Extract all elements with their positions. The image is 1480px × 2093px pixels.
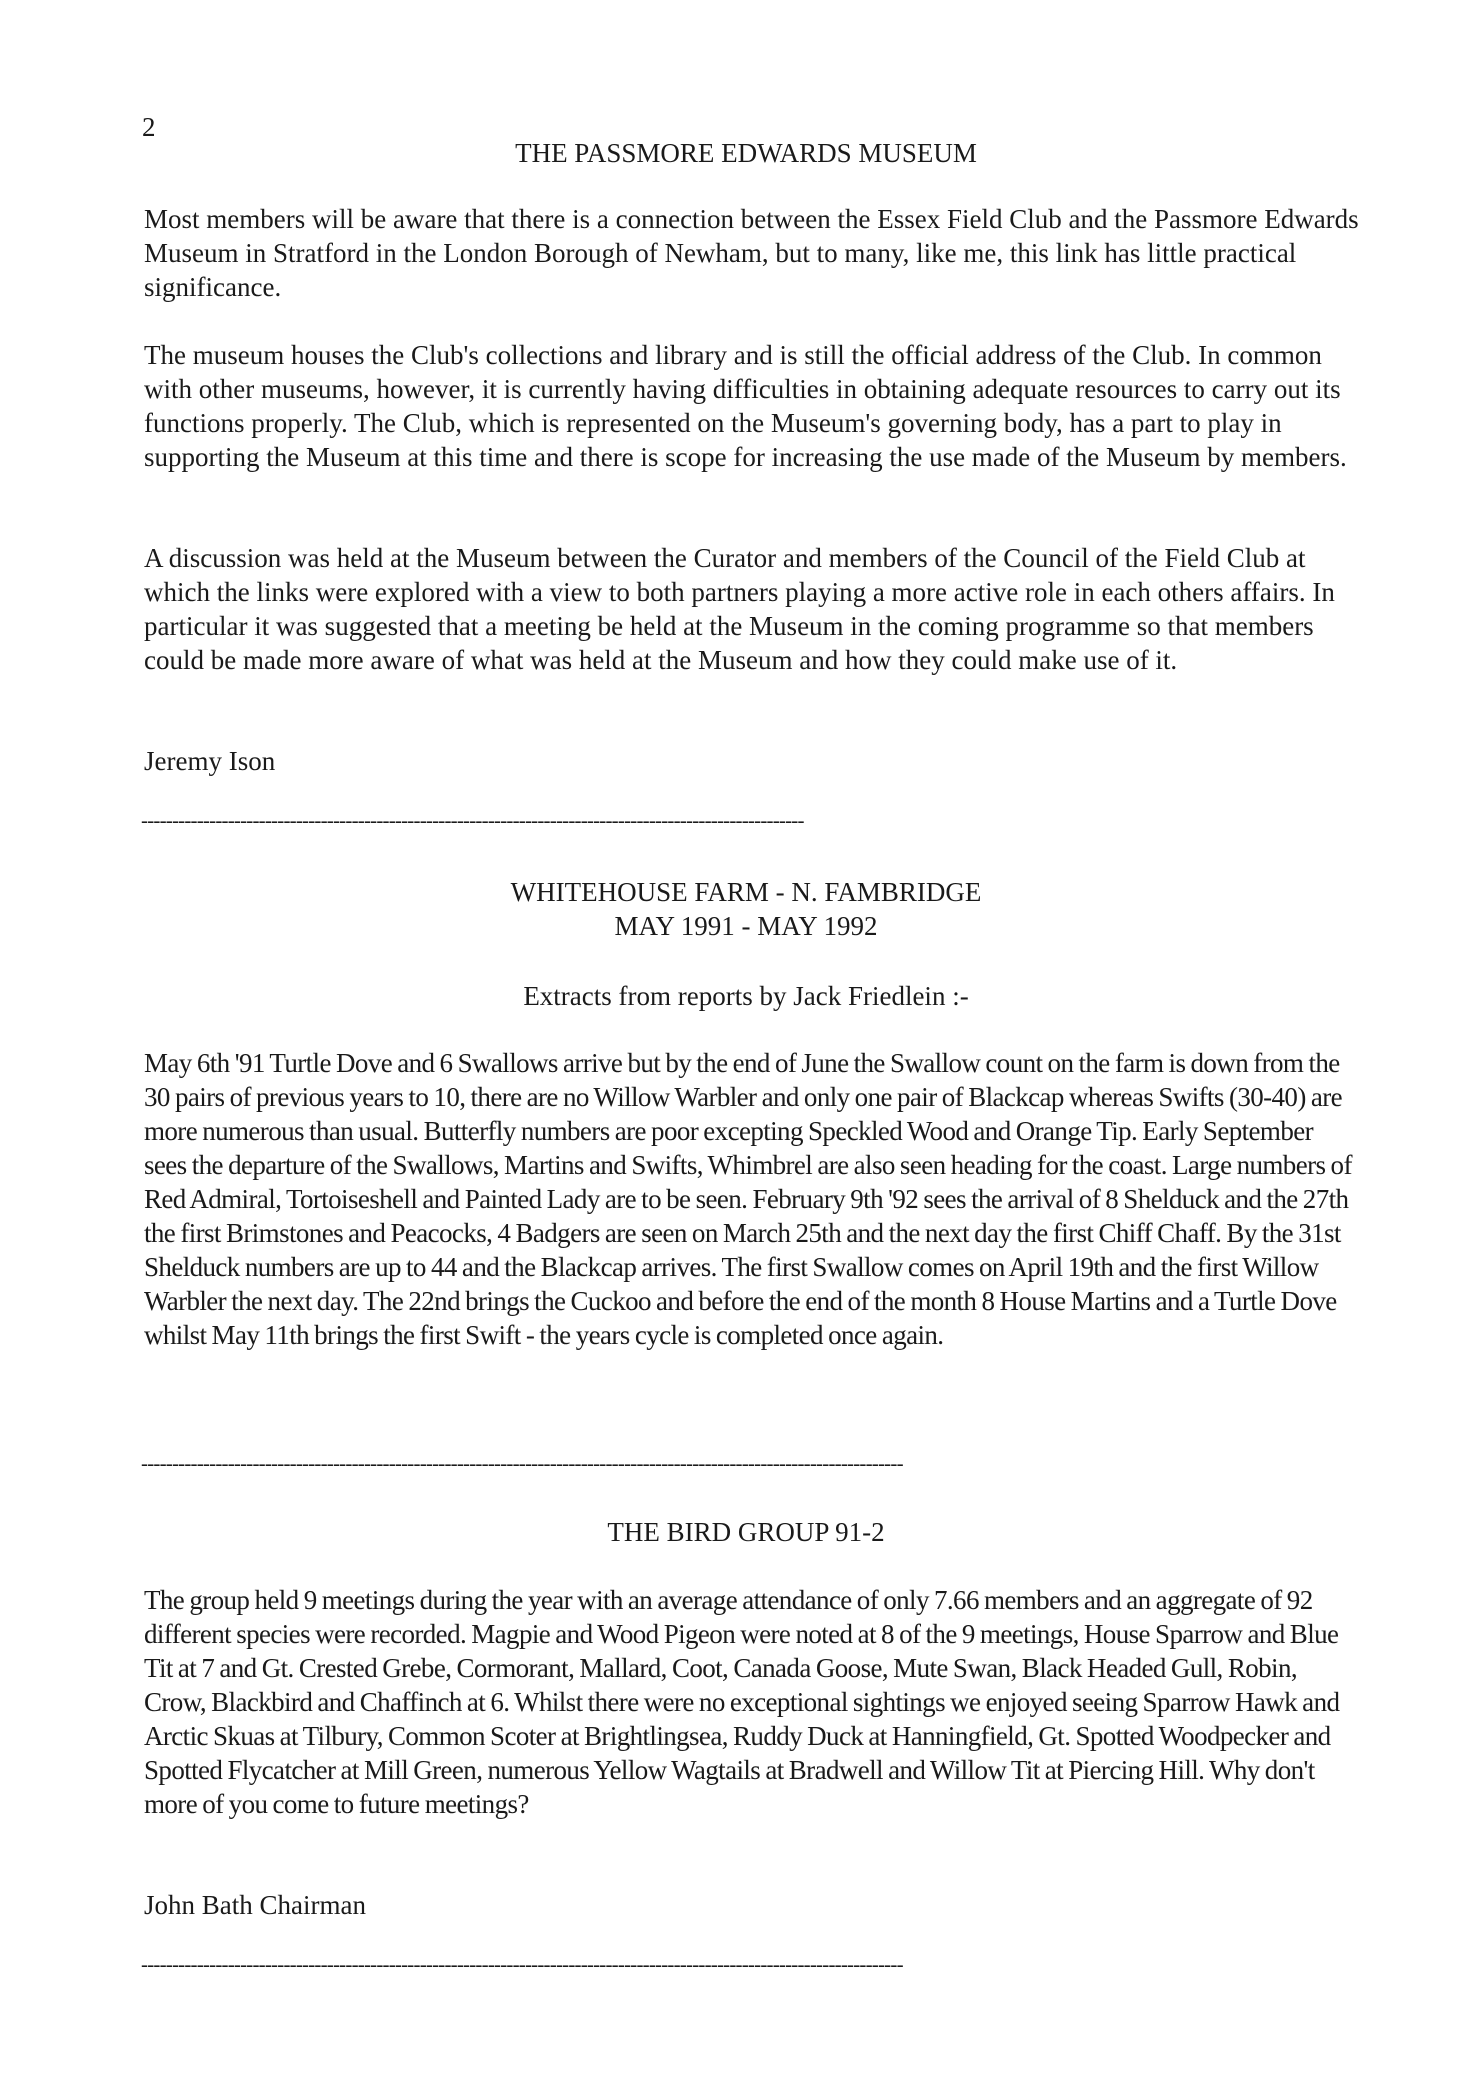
page-number: 2	[142, 112, 156, 142]
museum-paragraph-3: A discussion was held at the Museum between the Curator and members of the Council of the Field Club at which the links were explored with a view to both partners playing a more active role in each others affairs. In particular it was suggested that a meeting be held at the Museum in the coming programme so that members could be made more aware of what was held at the Museum and how they could make use of it.	[144, 543, 1335, 675]
bird-group-signature: John Bath Chairman	[144, 1890, 366, 1920]
museum-paragraph-2: The museum houses the Club's collections and library and is still the official address of the Club. In common with other museums, however, it is currently having difficulties in obtaining adequate resources to carry out its functions properly. The Club, which is represented on the Museum's governing body, has a part to play in supporting the Museum at this time and there is scope for increasing the use made of the Museum by members.	[144, 340, 1347, 472]
bird-group-paragraph: The group held 9 meetings during the year with an average attendance of only 7.66 members and an aggregate of 92 different species were recorded. Magpie and Wood Pigeon were noted at 8 of the 9 meetings, House Sparrow and Blue Tit at 7 and Gt. Crested Grebe, Cormorant, Mallard, Coot, Canada Goose, Mute Swan, Black Headed Gull, Robin, Crow, Blackbird and Chaffinch at 6. Whilst there were no exceptional sightings we enjoyed seeing Sparrow Hawk and Arctic Skuas at Tilbury, Common Scoter at Brightlingsea, Ruddy Duck at Hanningfield, Gt. Spotted Woodpecker and Spotted Flycatcher at Mill Green, numerous Yellow Wagtails at Bradwell and Willow Tit at Piercing Hill. Why don't more of you come to future meetings?	[144, 1585, 1340, 1819]
section-divider-2: ---------------------------------------------------------------------------------------------------------------------------	[141, 1451, 903, 1475]
section-title-bird-group: THE BIRD GROUP 91-2	[607, 1517, 885, 1547]
section-divider-3: ---------------------------------------------------------------------------------------------------------------------------	[141, 1952, 903, 1976]
section-title-museum: THE PASSMORE EDWARDS MUSEUM	[515, 138, 977, 168]
farm-intro: Extracts from reports by Jack Friedlein :-	[523, 981, 969, 1011]
museum-signature: Jeremy Ison	[144, 746, 276, 776]
museum-paragraph-1: Most members will be aware that there is a connection between the Essex Field Club and the Passmore Edwards Museum in Stratford in the London Borough of Newham, but to many, like me, this link has little practical significance.	[144, 204, 1359, 302]
section-divider-1: -----------------------------------------------------------------------------------------------------------	[141, 808, 804, 832]
farm-report-paragraph: May 6th '91 Turtle Dove and 6 Swallows arrive but by the end of June the Swallow count on the farm is down from the 30 pairs of previous years to 10, there are no Willow Warbler and only one pair of Blackcap whereas Swifts (30-40) are more numerous than usual. Butterfly numbers are poor excepting Speckled Wood and Orange Tip. Early September sees the departure of the Swallows, Martins and Swifts, Whimbrel are also seen heading for the coast. Large numbers of Red Admiral, Tortoiseshell and Painted Lady are to be seen. February 9th '92 sees the arrival of 8 Shelduck and the 27th the first Brimstones and Peacocks, 4 Badgers are seen on March 25th and the next day the first Chiff Chaff. By the 31st Shelduck numbers are up to 44 and the Blackcap arrives. The first Swallow comes on April 19th and the first Willow Warbler the next day. The 22nd brings the Cuckoo and before the end of the month 8 House Martins and a Turtle Dove whilst May 11th brings the first Swift - the years cycle is completed once again.	[144, 1048, 1352, 1350]
section-title-whitehouse-farm: WHITEHOUSE FARM - N. FAMBRIDGE	[510, 877, 982, 907]
section-subtitle-date-range: MAY 1991 - MAY 1992	[614, 911, 878, 941]
